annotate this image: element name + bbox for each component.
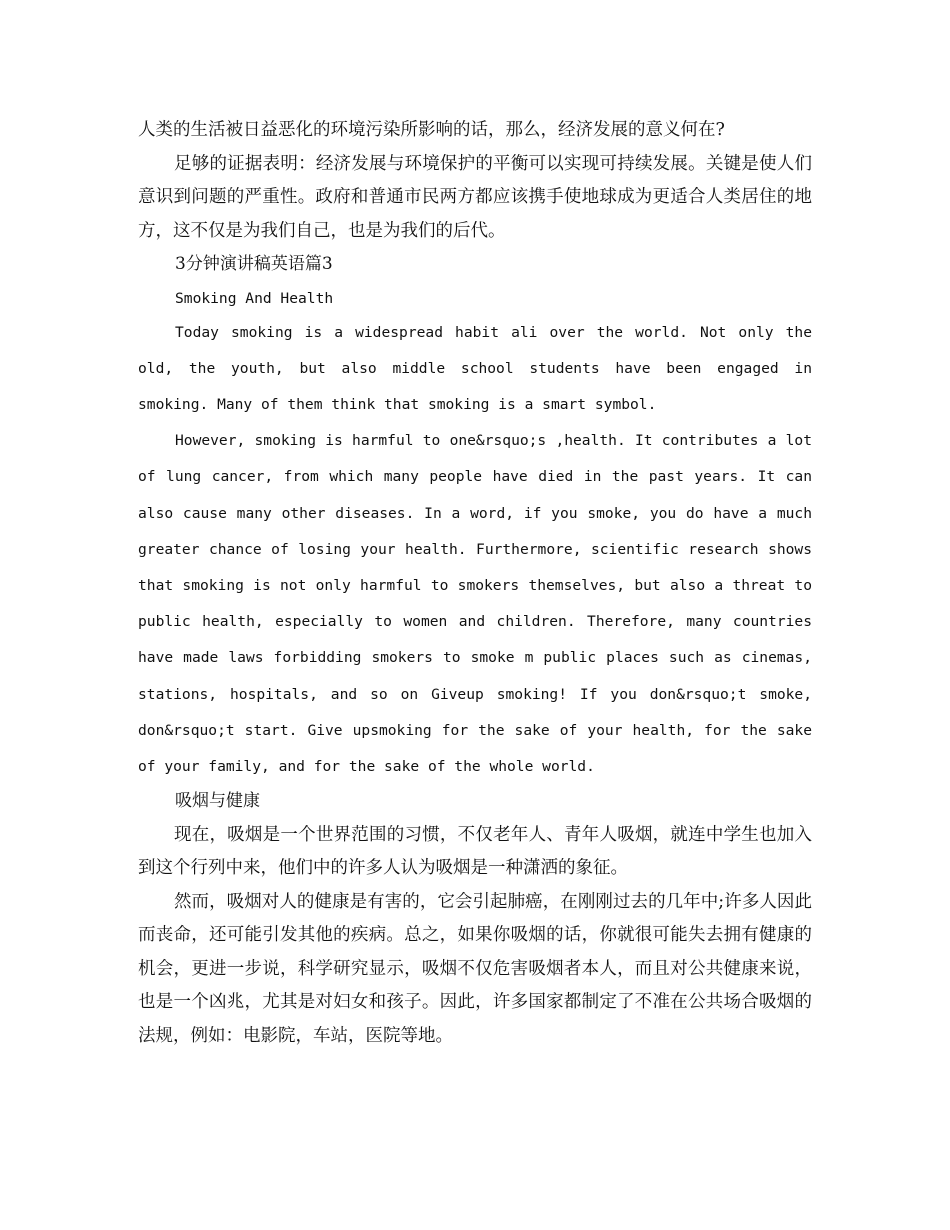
chinese-title: 吸烟与健康: [175, 791, 260, 812]
english-paragraph-1: Today smoking is a widespread habit ali over the world. Not only the old, the youth, but also middle school students have been engaged in smoking. Many of them think that smoking is a smart symbol.: [138, 323, 812, 413]
section-heading: 3分钟演讲稿英语篇3: [175, 254, 333, 274]
paragraph-evidence: 足够的证据表明：经济发展与环境保护的平衡可以实现可持续发展。关键是使人们意识到问题的严重性。政府和普通市民两方都应该携手使地球成为更适合人类居住的地方，这不仅是为我们自己，也是为我们的后代。: [138, 153, 812, 241]
chinese-paragraph-2: 然而，吸烟对人的健康是有害的，它会引起肺癌，在刚刚过去的几年中;许多人因此而丧命，还可能引发其他的疾病。总之，如果你吸烟的话，你就很可能失去拥有健康的机会，更进一步说，科学研究显示，吸烟不仅危害吸烟者本人，而且对公共健康来说，也是一个凶兆，尤其是对妇女和孩子。因此，许多国家都制定了不准在公共场合吸烟的法规，例如：电影院，车站，医院等地。: [138, 891, 812, 1046]
english-title: Smoking And Health: [175, 289, 334, 307]
english-paragraph-2: However, smoking is harmful to one&rsquo;s ,health. It contributes a lot of lung cancer, from which many people have died in the past years. It can also cause many other diseases. In a word, if you smoke, you do have a much greater chance of losing your health. Furthermore, scientific research shows that smoking is not only harmful to smokers themselves, but also a threat to public health, especially to women and children. Therefore, many countries have made laws forbidding smokers to smoke m public places such as cinemas, stations, hospitals, and so on Giveup smoking! If you don&rsquo;t smoke, don&rsquo;t start. Give upsmoking for the sake of your health, for the sake of your family, and for the sake of the whole world.: [138, 432, 812, 775]
chinese-paragraph-1: 现在，吸烟是一个世界范围的习惯，不仅老年人、青年人吸烟，就连中学生也加入到这个行列中来，他们中的许多人认为吸烟是一种潇洒的象征。: [138, 824, 812, 879]
document-body: [138, 114, 812, 1053]
paragraph-continuation: 人类的生活被日益恶化的环境污染所影响的话，那么，经济发展的意义何在?: [138, 120, 725, 140]
